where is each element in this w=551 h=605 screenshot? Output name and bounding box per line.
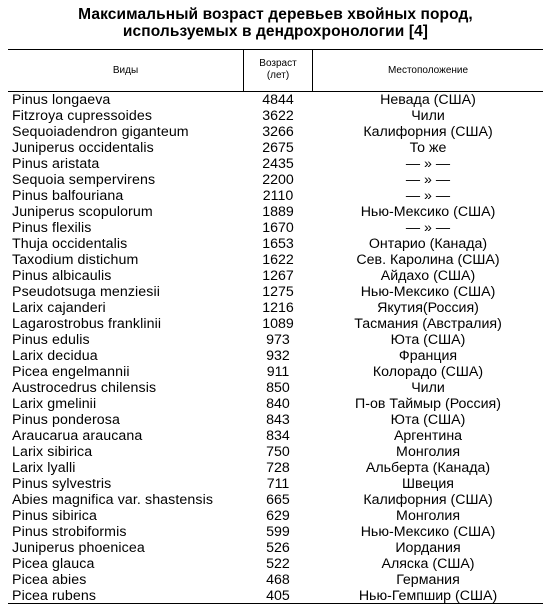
table-row [0, 268, 551, 284]
location-cell: Якутия(Россия) [377, 300, 479, 316]
species-cell: Picea abies [12, 572, 87, 588]
location-cell: Нью-Мексико (США) [360, 204, 496, 220]
species-cell: Juniperus scopulorum [12, 204, 153, 220]
age-cell: 1653 [262, 236, 294, 252]
location-cell: Сев. Каролина (США) [356, 252, 500, 268]
age-cell: 1216 [262, 300, 294, 316]
table-row [0, 428, 551, 444]
age-cell: 4844 [262, 92, 294, 108]
location-cell: Чили [411, 108, 445, 124]
species-cell: Sequoia sempervirens [12, 172, 156, 188]
species-cell: Pinus ponderosa [12, 412, 120, 428]
age-cell: 911 [266, 364, 290, 380]
location-cell: — » — [405, 156, 451, 172]
table-row [0, 476, 551, 492]
age-cell: 2435 [262, 156, 294, 172]
location-cell: Аляска (США) [381, 556, 475, 572]
table-row [0, 92, 551, 108]
table-row [0, 492, 551, 508]
species-cell: Fitzroya cupressoides [12, 108, 153, 124]
age-cell: 750 [266, 444, 290, 460]
location-cell: Айдахо (США) [380, 268, 476, 284]
age-cell: 843 [266, 412, 290, 428]
species-cell: Pinus balfouriana [12, 188, 124, 204]
table-row [0, 236, 551, 252]
location-cell: Германия [396, 572, 460, 588]
table-row [0, 156, 551, 172]
age-cell: 468 [266, 572, 290, 588]
location-cell: Калифорния (США) [363, 124, 493, 140]
table-row [0, 124, 551, 140]
age-cell: 850 [266, 380, 290, 396]
location-cell: Колорадо (США) [372, 364, 484, 380]
table-row [0, 588, 551, 604]
location-cell: П-ов Таймыр (Россия) [355, 396, 501, 412]
table-row [0, 220, 551, 236]
table-row [0, 540, 551, 556]
species-cell: Picea glauca [12, 556, 95, 572]
age-cell: 3266 [262, 124, 294, 140]
table-row [0, 108, 551, 124]
species-cell: Pinus flexilis [12, 220, 92, 236]
location-cell: Юта (США) [390, 412, 466, 428]
location-cell: Нью-Мексико (США) [360, 284, 496, 300]
age-cell: 834 [266, 428, 290, 444]
column-header-age-line-2: (лет) [266, 70, 290, 81]
species-cell: Austrocedrus chilensis [12, 380, 157, 396]
age-cell: 1889 [262, 204, 294, 220]
age-cell: 2200 [262, 172, 294, 188]
species-cell: Picea rubens [12, 588, 97, 604]
species-cell: Pinus albicaulis [12, 268, 112, 284]
species-cell: Juniperus occidentalis [12, 140, 154, 156]
table-row [0, 332, 551, 348]
age-cell: 526 [266, 540, 290, 556]
location-cell: Аргентина [393, 428, 463, 444]
table-row [0, 252, 551, 268]
species-cell: Taxodium distichum [12, 252, 139, 268]
species-cell: Abies magnifica var. shastensis [12, 492, 214, 508]
species-cell: Pinus sylvestris [12, 476, 112, 492]
table-bottom-rule [8, 603, 543, 604]
table-title-line-1: Максимальный возраст деревьев хвойных пород, [78, 6, 473, 23]
column-header-location: Местоположение [387, 65, 469, 76]
table-row [0, 188, 551, 204]
age-cell: 3622 [262, 108, 294, 124]
table-row [0, 444, 551, 460]
species-cell: Pseudotsuga menziesii [12, 284, 160, 300]
table-row [0, 508, 551, 524]
age-cell: 1089 [262, 316, 294, 332]
table-title-line-2: используемых в дендрохронологии [4] [122, 23, 429, 40]
location-cell: Чили [411, 380, 445, 396]
species-cell: Larix gmelinii [12, 396, 97, 412]
age-cell: 1622 [262, 252, 294, 268]
species-cell: Sequoiadendron giganteum [12, 124, 189, 140]
species-cell: Araucarua araucana [12, 428, 143, 444]
table-row [0, 524, 551, 540]
table-row [0, 556, 551, 572]
age-cell: 665 [266, 492, 290, 508]
species-cell: Pinus strobiformis [12, 524, 127, 540]
table-row [0, 396, 551, 412]
age-cell: 1275 [262, 284, 294, 300]
species-cell: Juniperus phoenicea [12, 540, 145, 556]
location-cell: Иордания [395, 540, 461, 556]
location-cell: Тасмания (Австралия) [354, 316, 502, 332]
species-cell: Larix lyalli [12, 460, 76, 476]
table-row [0, 300, 551, 316]
table-row [0, 364, 551, 380]
table-row [0, 380, 551, 396]
location-cell: Юта (США) [390, 332, 466, 348]
age-cell: 599 [266, 524, 290, 540]
species-cell: Picea engelmannii [12, 364, 130, 380]
column-header-age [244, 58, 312, 82]
species-cell: Pinus edulis [12, 332, 90, 348]
location-cell: — » — [405, 220, 451, 236]
column-header-species: Виды [112, 65, 139, 76]
age-cell: 2675 [262, 140, 294, 156]
table-row [0, 172, 551, 188]
table-row [0, 460, 551, 476]
age-cell: 840 [266, 396, 290, 412]
location-cell: Невада (США) [380, 92, 476, 108]
table-body [0, 92, 551, 604]
age-cell: 728 [266, 460, 290, 476]
age-cell: 1267 [262, 268, 294, 284]
species-cell: Pinus longaeva [12, 92, 111, 108]
age-cell: 629 [266, 508, 290, 524]
species-cell: Thuja occidentalis [12, 236, 128, 252]
table-title [0, 6, 551, 40]
location-cell: Франция [398, 348, 458, 364]
age-cell: 711 [266, 476, 290, 492]
table-row [0, 316, 551, 332]
location-cell: Онтарио (Канада) [368, 236, 488, 252]
location-cell: То же [409, 140, 447, 156]
age-cell: 522 [266, 556, 290, 572]
location-cell: Альберта (Канада) [365, 460, 491, 476]
age-cell: 973 [266, 332, 290, 348]
age-cell: 2110 [262, 188, 294, 204]
species-cell: Pinus aristata [12, 156, 100, 172]
table-row [0, 348, 551, 364]
location-cell: Монголия [395, 508, 461, 524]
location-cell: Нью-Гемпшир (США) [358, 588, 498, 604]
age-cell: 932 [266, 348, 290, 364]
location-cell: Швеция [401, 476, 454, 492]
species-cell: Larix cajanderi [12, 300, 106, 316]
location-cell: — » — [405, 172, 451, 188]
column-header-age-line-1: Возраст [259, 58, 297, 69]
table-row [0, 284, 551, 300]
location-cell: Монголия [395, 444, 461, 460]
species-cell: Larix decidua [12, 348, 98, 364]
location-cell: — » — [405, 188, 451, 204]
table-row [0, 412, 551, 428]
table-row [0, 204, 551, 220]
species-cell: Larix sibirica [12, 444, 93, 460]
table-row [0, 572, 551, 588]
location-cell: Калифорния (США) [363, 492, 493, 508]
table-row [0, 140, 551, 156]
location-cell: Нью-Мексико (США) [360, 524, 496, 540]
age-cell: 1670 [262, 220, 294, 236]
table-top-rule [8, 49, 543, 50]
species-cell: Lagarostrobus franklinii [12, 316, 162, 332]
species-cell: Pinus sibirica [12, 508, 97, 524]
age-cell: 405 [266, 588, 290, 604]
